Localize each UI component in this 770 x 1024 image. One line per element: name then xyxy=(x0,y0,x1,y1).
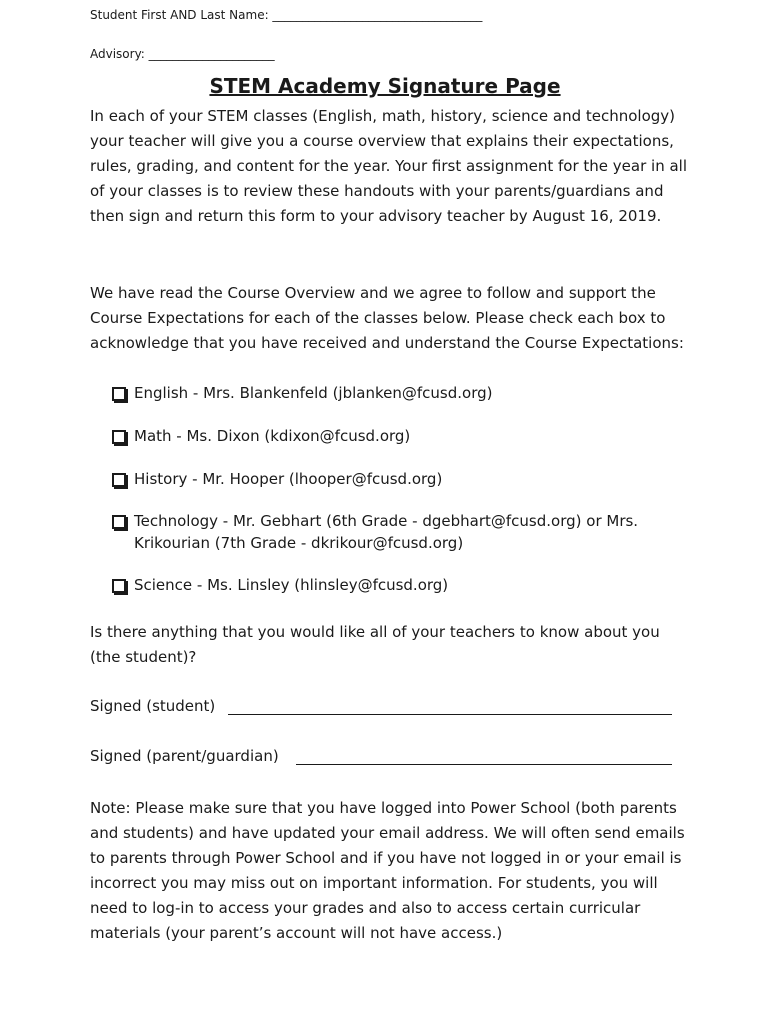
checkbox-icon[interactable] xyxy=(112,473,126,487)
question-paragraph: Is there anything that you would like all of your teachers to know about you (the student)? xyxy=(90,623,660,666)
parent-signature-label: Signed (parent/guardian) xyxy=(90,747,279,765)
course-item-math[interactable] xyxy=(112,425,692,447)
student-name-line: Student First AND Last Name: ___________________________________ xyxy=(90,8,483,22)
intro-paragraph: In each of your STEM classes (English, math, history, science and technology) your teacher will give you a course overview that explains their expectations, rules, grading, and content for the year. Your first assignment for the year in all of your classes is to review these handouts with your parents/guardians and then sign and return this form to your advisory teacher by August 16, 2019. xyxy=(90,107,688,225)
checkbox-icon[interactable] xyxy=(112,579,126,593)
course-label: Math - Ms. Dixon (kdixon@fcusd.org) xyxy=(134,427,411,445)
checkbox-icon[interactable] xyxy=(112,515,126,529)
course-label: English - Mrs. Blankenfeld (jblanken@fcusd.org) xyxy=(134,384,493,402)
advisory-line: Advisory: _____________________ xyxy=(90,47,275,61)
checkbox-icon[interactable] xyxy=(112,430,126,444)
course-item-english[interactable] xyxy=(112,382,692,404)
note-paragraph: Note: Please make sure that you have logged into Power School (both parents and students) and have updated your email address. We will often send emails to parents through Power School and if you have not logged in or your email is incorrect you may miss out on important information. For students, you will need to log-in to access your grades and also to access certain curricular materials (your parent’s account will not have access.) xyxy=(90,799,685,942)
checkbox-icon[interactable] xyxy=(112,387,126,401)
course-item-technology[interactable] xyxy=(112,510,692,554)
course-label: History - Mr. Hooper (lhooper@fcusd.org) xyxy=(134,470,443,488)
course-label: Science - Ms. Linsley (hlinsley@fcusd.org) xyxy=(134,576,449,594)
parent-signature-line[interactable] xyxy=(296,764,672,765)
course-item-science[interactable] xyxy=(112,574,692,596)
course-label: Technology - Mr. Gebhart (6th Grade - dgebhart@fcusd.org) or Mrs. Krikourian (7th Grade - dkrikour@fcusd.org) xyxy=(134,512,639,552)
course-item-history[interactable] xyxy=(112,468,692,490)
page-title: STEM Academy Signature Page xyxy=(209,74,561,98)
student-signature-label: Signed (student) xyxy=(90,697,216,715)
agreement-paragraph: We have read the Course Overview and we agree to follow and support the Course Expectations for each of the classes below. Please check each box to acknowledge that you have received and understand the Course Expectations: xyxy=(90,284,684,352)
student-signature-line[interactable] xyxy=(228,714,672,715)
